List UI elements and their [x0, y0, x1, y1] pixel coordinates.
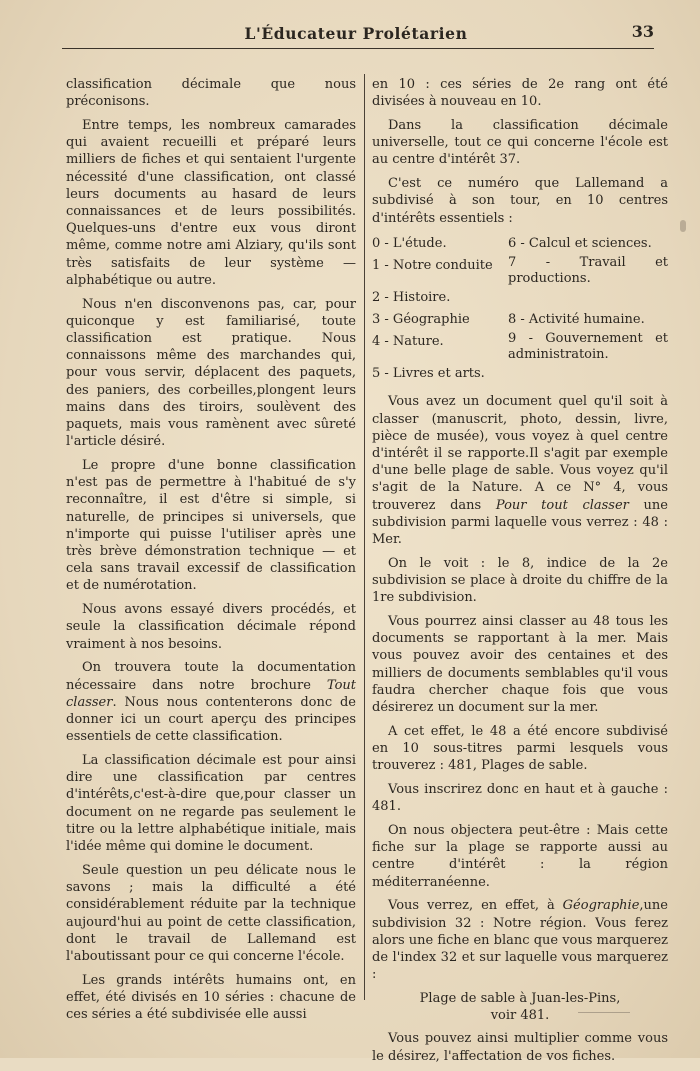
list-item: 4 - Nature. — [372, 334, 444, 350]
paragraph — [66, 659, 356, 745]
paragraph: classification décimale que nous préconisons. — [66, 77, 356, 110]
paragraph: Vous inscrirez donc en haut et à gauche : 481. — [372, 782, 668, 815]
paper-stain — [680, 220, 686, 232]
list-row — [372, 255, 668, 287]
list-item: 3 - Géographie — [372, 312, 470, 328]
paragraph: Nous n'en disconvenons pas, car, pour quiconque y est familiarisé, toute classification est pratique. Nous connaissons même des marchandes qui, pour vous servir, déplacent des paquets, des paniers, des corbeilles,plongent leurs mains dans des tiroirs, soulèvent des paquets, mais vous ramènent avec sûreté l'article désiré. — [66, 296, 356, 450]
paragraph: Nous avons essayé divers procédés, et seule la classification décimale répond vraiment à nos besoins. — [66, 602, 356, 652]
header-rule — [62, 48, 654, 49]
list-item: 0 - L'étude. — [372, 236, 447, 252]
paragraph: On nous objectera peut-être : Mais cette fiche sur la plage se rapporte aussi au centre d'intérêt : la région méditerranéenne. — [372, 823, 668, 890]
running-head — [58, 18, 654, 48]
right-column — [372, 76, 668, 1071]
paragraph: A cet effet, le 48 a été encore subdivisé en 10 sous-titres parmi lesquels vous trouverez : 481, Plages de sable. — [372, 723, 668, 774]
text-run: . Nous nous contenterons donc de donner ici un court aperçu des principes essentiels de cette classification. — [66, 694, 356, 745]
list-item-wrap — [502, 331, 668, 363]
paragraph: Entre temps, les nombreux camarades qui avaient recueilli et préparé leurs milliers de fiches et qui sentaient l'urgente nécessité d'une classification, ont classé leurs documents au hasard de leurs connaissances et de leurs possibilités. Quelques-uns d'entre eux vous diront même, comme notre ami Alziary, qu'ils sont très satisfaits de leur système — alphabétique ou autre. — [66, 118, 356, 288]
running-title: L'Éducateur Prolétarien — [244, 24, 468, 43]
paragraph: Vous pourrez ainsi classer au 48 tous les documents se rapportant à la mer. Mais vous pouvez avoir des centaines et des milliers de documents semblables qu'il vous faudra chercher chaque fois que vous désirerez un document sur la mer. — [372, 614, 668, 716]
paragraph — [372, 897, 668, 983]
list-item: 6 - Calcul et sciences. — [508, 236, 652, 252]
paragraph: Les grands intérêts humains ont, en effet, été divisés en 10 séries : chacune de ces séries a été subdivisée elle aussi — [66, 972, 356, 1023]
paragraph: La classification décimale est pour ainsi dire une classification par centres d'intérêts,c'est-à-dire que,pour classer un document on ne regarde pas seulement le titre ou la lettre alphabétique initiale, mais l'idée même qui domine le document. — [66, 753, 356, 855]
list-row — [372, 233, 668, 255]
column-divider — [364, 74, 365, 1000]
list-item-wrap — [502, 255, 668, 287]
text-run: On trouvera toute la documentation nécessaire dans notre brochure — [66, 660, 356, 693]
list-item: 7 - Travail et productions. — [508, 255, 668, 287]
paragraph: en 10 : ces séries de 2e rang ont été divisées à nouveau en 10. — [372, 77, 668, 110]
left-column — [66, 76, 356, 1030]
paragraph — [372, 393, 668, 548]
list-row — [372, 287, 668, 309]
paragraph: C'est ce numéro que Lallemand a subdivisé à son tour, en 10 centres d'intérêts essentiels : — [372, 176, 668, 226]
list-item — [502, 287, 668, 309]
italic-title: Tout classer — [66, 677, 356, 710]
list-item: 9 - Gouvernement et administratoin. — [508, 331, 668, 363]
paragraph: On le voit : le 8, indice de la 2e subdivision se place à droite du chiffre de la 1re subdivision. — [372, 555, 668, 606]
list-item: 2 - Histoire. — [372, 290, 451, 306]
centered-line: voir 481. — [490, 1008, 550, 1024]
paragraph: Vous pouvez ainsi multiplier comme vous le désirez, l'affectation de vos fiches. — [372, 1031, 668, 1064]
list-item: 8 - Activité humaine. — [508, 312, 645, 328]
italic-title: Pour tout classer — [495, 497, 629, 513]
centered-line: Plage de sable à Juan-les-Pins, — [419, 991, 621, 1007]
list-item: 5 - Livres et arts. — [372, 366, 485, 382]
text-run: une subdivision parmi laquelle vous verrez : 48 : Mer. — [372, 497, 668, 548]
paragraph: Seule question un peu délicate nous le savons ; mais la difficulté a été considérablement réduite par la technique aujourd'hui au point de cette classification, dont le travail de Lallemand est l'aboutissant pour ce qui concerne l'école. — [66, 862, 356, 964]
text-run: Vous verrez, en effet, à — [388, 898, 563, 914]
italic-title: Géographie — [562, 898, 640, 914]
paragraph: Dans la classification décimale universelle, tout ce qui concerne l'école est au centre d'intérêt 37. — [372, 118, 668, 168]
list-item — [502, 363, 668, 385]
paragraph: Le propre d'une bonne classification n'est pas de permettre à l'habitué de s'y reconnaître, il est d'être si simple, si naturelle, de principes si universels, que n'importe qui puisse l'utiliser après une très brève démonstration technique — et cela sans travail excessif de classification et de numérotation. — [66, 458, 356, 594]
interest-centers-list — [372, 233, 668, 385]
text-run: ,une subdivision 32 : Notre région. Vous ferez alors une fiche en blanc que vous marquerez de l'index 32 et sur laquelle vous marquerez : — [372, 898, 668, 983]
footer-mark — [578, 1012, 630, 1013]
list-row — [372, 363, 668, 385]
list-row — [372, 331, 668, 363]
list-item: 1 - Notre conduite — [372, 258, 493, 274]
page-number: 33 — [631, 22, 654, 41]
list-row — [372, 309, 668, 331]
text-run: Vous avez un document quel qu'il soit à classer (manuscrit, photo, dessin, livre, pièce de musée), vous voyez à quel centre d'intérêt il se rapporte.Il s'agit par exemple d'une belle plage de sable. Vous voyez qu'il s'agit de la Nature. A ce N° 4, vous trouverez dans — [372, 394, 668, 513]
